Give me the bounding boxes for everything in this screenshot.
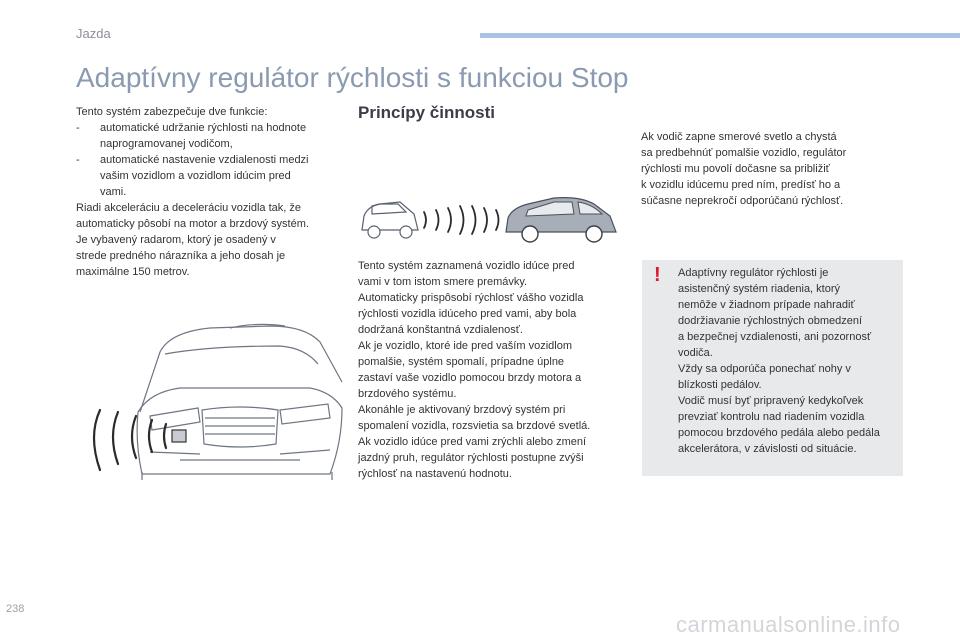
warning-text: Adaptívny regulátor rýchlosti je asistenčný systém riadenia, ktorý nemôže v žiadnom prípade nahradiť dodržiavanie rýchlostných obmedzení a bezpečnej vzdialenosti, ani pozornosť vodiča. Vždy sa odporúča ponechať nohy v blízkosti pedálov. Vodič musí byť pripravený kedykoľvek prevziať kontrolu nad riadením vozidla pomocou brzdového pedála alebo pedála akcelerátora, v závislosti od situácie. <box>678 267 880 455</box>
intro-column <box>76 104 341 280</box>
overtaking-text: Ak vodič zapne smerové svetlo a chystá sa predbehnúť pomalšie vozidlo, regulátor rýchlosti mu povolí dočasne sa približiť k vozidlu idúcemu pred ním, predísť ho a súčasne neprekročí odporúčanú rýchlosť. <box>641 131 847 207</box>
section-heading: Princípy činnosti <box>358 103 495 122</box>
header-accent-bar <box>480 33 960 38</box>
list-item: - automatické nastavenie vzdialenosti medzi vašim vozidlom a vozidlom idúcim pred vami. <box>76 152 341 200</box>
car-front-illustration <box>80 312 350 484</box>
principles-text: Tento systém zaznamená vozidlo idúce pred vami v tom istom smere premávky. Automaticky prispôsobí rýchlosť vášho vozidla rýchlosti vozidla idúceho pred vami, aby bola dodržaná konštantná vzdialenosť. Ak je vozidlo, ktoré ide pred vaším vozidlom pomalšie, systém spomalí, prípadne úplne zastaví vaše vozidlo pomocou brzdy motora a brzdového systému. Akonáhle je aktivovaný brzdový systém pri spomalení vozidla, rozsvietia sa brzdové svetlá. Ak vozidlo idúce pred vami zrýchli alebo zmení jazdný pruh, regulátor rýchlosti postupne zvýši rýchlosť na nastavenú hodnotu. <box>358 260 591 480</box>
page-title: Adaptívny regulátor rýchlosti s funkciou Stop <box>76 62 629 93</box>
page-number: 238 <box>6 603 25 615</box>
exclamation-icon: ! <box>654 264 661 286</box>
section-label: Jazda <box>76 26 111 41</box>
function-list <box>76 120 341 200</box>
list-item: - automatické udržanie rýchlosti na hodnote naprogramovanej vodičom, <box>76 120 341 152</box>
watermark: carmanualsonline.info <box>676 612 901 637</box>
warning-box <box>642 260 903 476</box>
radar-paragraph: Riadi akceleráciu a deceleráciu vozidla tak, že automaticky pôsobí na motor a brzdový systém. Je vybavený radarom, ktorý je osadený v strede predného nárazníka a jeho dosah je maximálne 150 metrov. <box>76 202 309 278</box>
intro-text: Tento systém zabezpečuje dve funkcie: <box>76 106 268 118</box>
two-cars-illustration <box>358 190 620 246</box>
